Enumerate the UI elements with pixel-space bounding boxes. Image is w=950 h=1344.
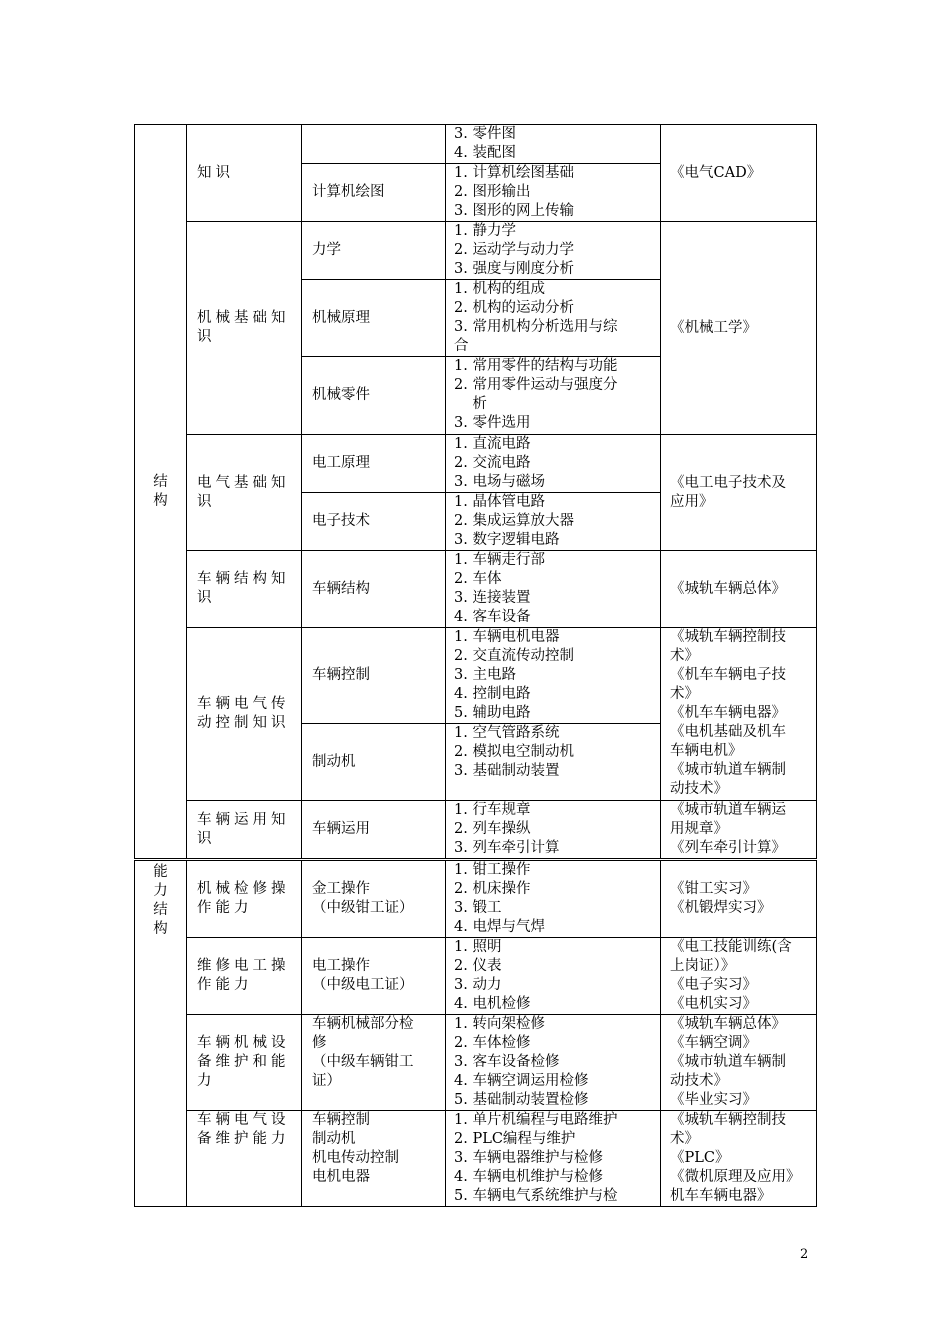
item-list: 1. 计算机绘图基础 2. 图形输出 3. 图形的网上传输 <box>446 164 661 222</box>
item-list: 1. 钳工操作 2. 机床操作 3. 锻工 4. 电焊与气焊 <box>446 861 661 938</box>
item-list: 1. 单片机编程与电路维护 2. PLC编程与维护 3. 车辆电器维护与检修 4. 车辆电机维护与检修 5. 车辆电气系统维护与检 <box>446 1111 661 1207</box>
item-list: 1. 静力学 2. 运动学与动力学 3. 强度与刚度分析 <box>446 222 661 280</box>
category-structure: 结构 <box>135 125 187 859</box>
item-list: 1. 车辆电机电器 2. 交直流传动控制 3. 主电路 4. 控制电路 5. 辅助电路 <box>446 628 661 724</box>
item-list: 1. 机构的组成 2. 机构的运动分析 3. 常用机构分析选用与综 合 <box>446 280 661 357</box>
book-list: 《城轨车辆控制技 术》 《机车车辆电子技 术》 《机车车辆电器》 《电机基础及机车 车辆电机》 《城市轨道车辆制 动技术》 <box>661 628 817 801</box>
book-list: 《城市轨道车辆运 用规章》 《列车牵引计算》 <box>661 801 817 859</box>
book-list: 《电工电子技术及 应用》 <box>661 435 817 551</box>
topic-vehicle-operation: 车辆运用知识 <box>187 801 302 859</box>
item-list: 1. 常用零件的结构与功能 2. 常用零件运动与强度分 析 3. 零件选用 <box>446 357 661 435</box>
book-list: 《电工技能训练(含 上岗证）》 《电子实习》 《电机实习》 <box>661 938 817 1015</box>
item-list: 1. 直流电路 2. 交流电路 3. 电场与磁场 <box>446 435 661 493</box>
subtopic: 机械零件 <box>302 357 446 435</box>
book-list: 《钳工实习》 《机锻焊实习》 <box>661 861 817 938</box>
subtopic: 电工原理 <box>302 435 446 493</box>
topic-knowledge: 知识 <box>187 125 302 222</box>
item-list: 1. 行车规章 2. 列车操纵 3. 列车牵引计算 <box>446 801 661 859</box>
topic-vehicle-elec-maint: 车辆电气设备维护能力 <box>187 1111 302 1207</box>
topic-mech-repair: 机械检修操作能力 <box>187 861 302 938</box>
topic-vehicle-mech-maint: 车辆机械设备维护和能力 <box>187 1015 302 1111</box>
item-list: 1. 晶体管电路 2. 集成运算放大器 3. 数字逻辑电路 <box>446 493 661 551</box>
page-number: 2 <box>800 1247 809 1262</box>
curriculum-table <box>134 124 817 859</box>
item-list: 1. 照明 2. 仪表 3. 动力 4. 电机检修 <box>446 938 661 1015</box>
topic-elec-repair: 维修电工操作能力 <box>187 938 302 1015</box>
subtopic: 机械原理 <box>302 280 446 357</box>
subtopic: 车辆结构 <box>302 551 446 628</box>
ability-table <box>134 860 817 1207</box>
item-list: 1. 车辆走行部 2. 车体 3. 连接装置 4. 客车设备 <box>446 551 661 628</box>
subtopic-empty <box>302 125 446 164</box>
subtopic: 电子技术 <box>302 493 446 551</box>
book-list: 《城轨车辆总体》 <box>661 551 817 628</box>
subtopic: 力学 <box>302 222 446 280</box>
subtopic: 金工操作 （中级钳工证） <box>302 861 446 938</box>
subtopic: 车辆控制 制动机 机电传动控制 电机电器 <box>302 1111 446 1207</box>
subtopic: 车辆控制 <box>302 628 446 724</box>
subtopic: 车辆运用 <box>302 801 446 859</box>
subtopic: 车辆机械部分检 修 （中级车辆钳工 证） <box>302 1015 446 1111</box>
item-list: 1. 空气管路系统 2. 模拟电空制动机 3. 基础制动装置 <box>446 724 661 801</box>
topic-vehicle-structure: 车辆结构知识 <box>187 551 302 628</box>
topic-vehicle-drive: 车辆电气传动控制知识 <box>187 628 302 801</box>
subtopic: 电工操作 （中级电工证） <box>302 938 446 1015</box>
category-ability: 能力结构 <box>135 861 187 1207</box>
topic-mechanical: 机械基础知识 <box>187 222 302 435</box>
book-list: 《电气CAD》 <box>661 125 817 222</box>
subtopic: 计算机绘图 <box>302 164 446 222</box>
item-list: 1. 转向架检修 2. 车体检修 3. 客车设备检修 4. 车辆空调运用检修 5. 基础制动装置检修 <box>446 1015 661 1111</box>
book-list: 《机械工学》 <box>661 222 817 435</box>
book-list: 《城轨车辆控制技 术》 《PLC》 《微机原理及应用》 机车车辆电器》 <box>661 1111 817 1207</box>
topic-electrical: 电气基础知识 <box>187 435 302 551</box>
book-list: 《城轨车辆总体》 《车辆空调》 《城市轨道车辆制 动技术》 《毕业实习》 <box>661 1015 817 1111</box>
subtopic: 制动机 <box>302 724 446 801</box>
item-list: 3. 零件图 4. 装配图 <box>446 125 661 164</box>
